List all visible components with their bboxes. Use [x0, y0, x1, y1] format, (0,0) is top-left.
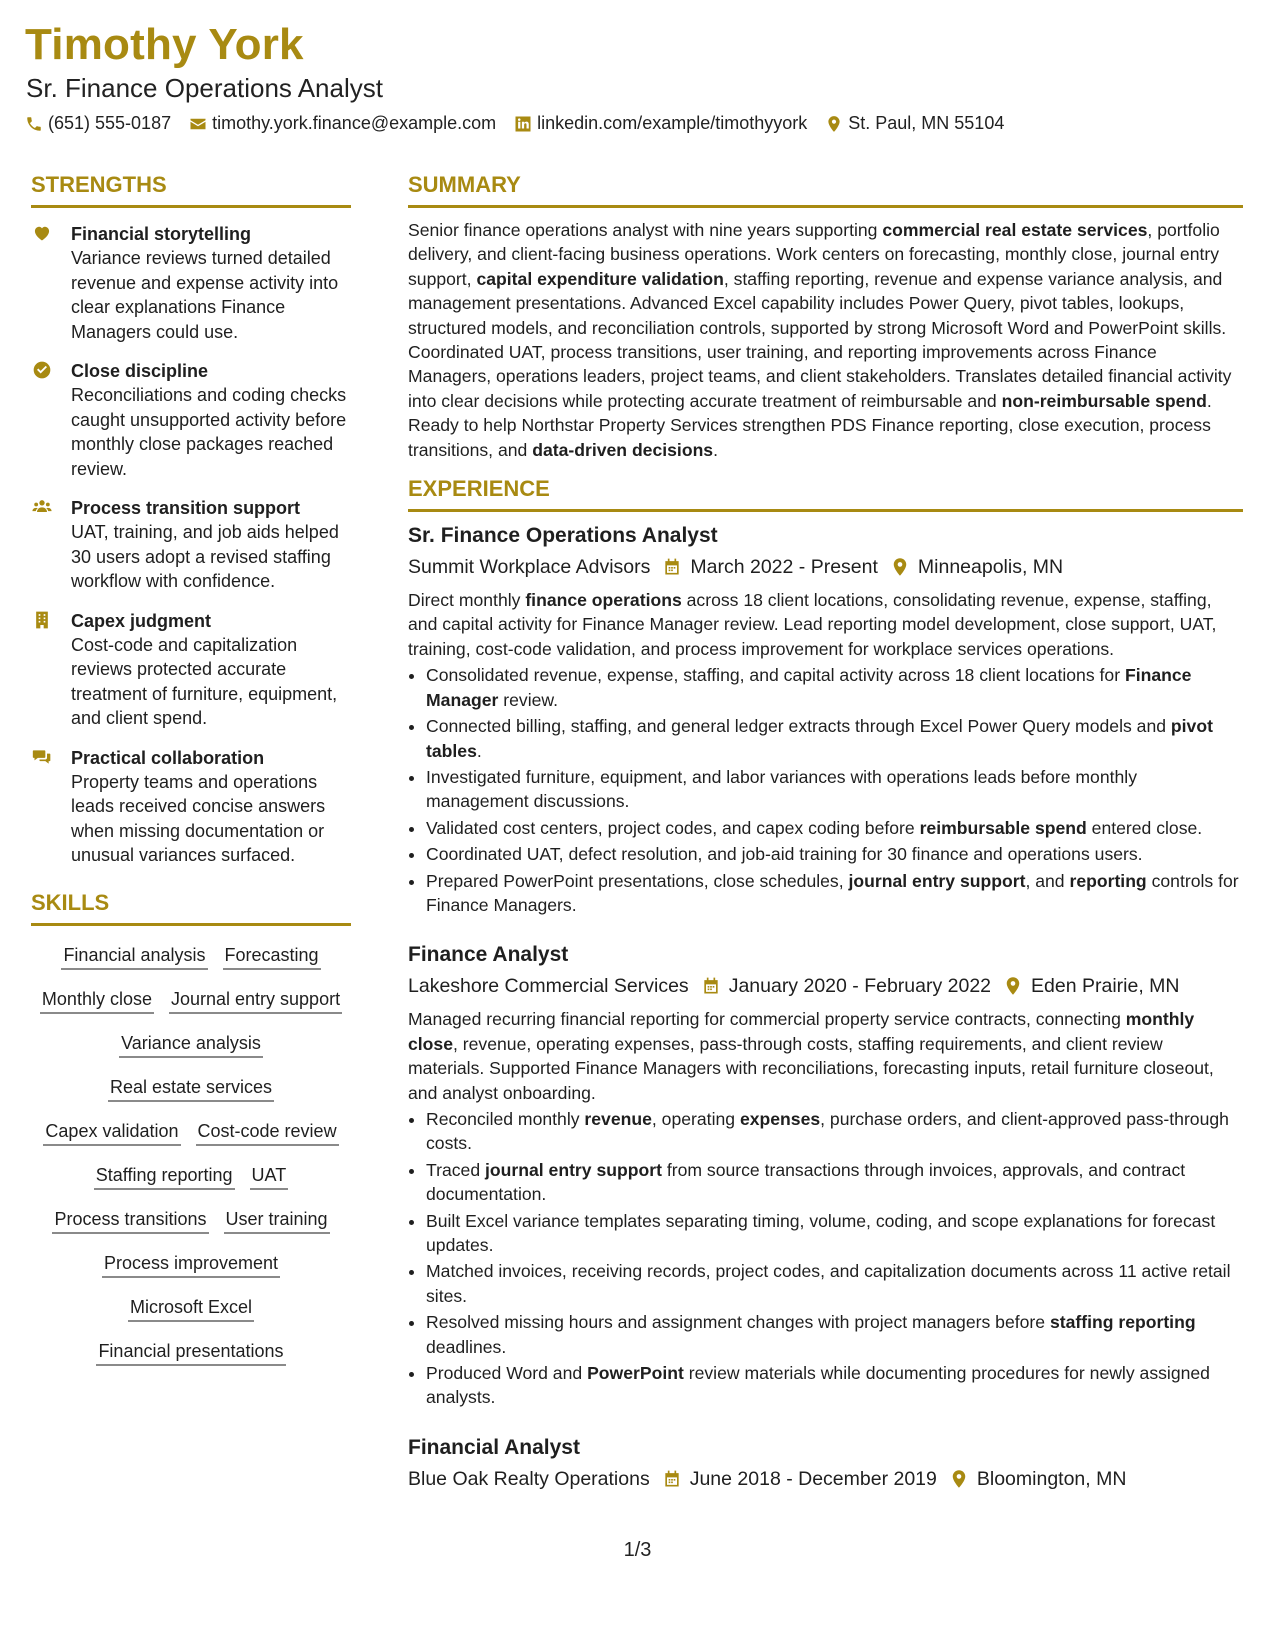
text-segment: , revenue, operating expenses, pass-through costs, staffing requirements, and client review materials. Supported Finance Managers with reconciliations, forecasting inputs, retail furniture closeout, and analyst onboarding. — [408, 1033, 1214, 1103]
map-pin-icon — [890, 557, 910, 577]
map-pin-icon — [1003, 976, 1023, 996]
job-meta — [408, 1464, 1243, 1494]
text-segment: deadlines. — [426, 1336, 507, 1357]
job-bullet — [426, 869, 1243, 918]
candidate-name: Timothy York — [25, 20, 304, 69]
job-company: Summit Workplace Advisors — [408, 556, 651, 579]
skill-tag: User training — [224, 1208, 330, 1234]
bold-text: data-driven decisions — [532, 439, 714, 460]
skill-tag: Staffing reporting — [94, 1164, 235, 1190]
bold-text: capital expenditure validation — [476, 268, 724, 289]
skills-list — [31, 944, 351, 1366]
text-segment: Direct monthly — [408, 590, 526, 611]
contact-location — [825, 113, 1004, 134]
strength-title: Process transition support — [71, 498, 301, 518]
strength-item — [31, 222, 351, 344]
heart-icon — [31, 223, 53, 243]
job-bullet — [426, 1107, 1243, 1156]
strengths-heading: STRENGTHS — [31, 172, 351, 208]
skill-tag: Microsoft Excel — [128, 1296, 254, 1322]
candidate-title: Sr. Finance Operations Analyst — [26, 73, 383, 103]
skill-tag: Real estate services — [108, 1076, 274, 1102]
right-column — [408, 172, 1243, 1500]
bold-text: finance operations — [525, 590, 682, 611]
job-entry — [408, 941, 1243, 1426]
linkedin-text: linkedin.com/example/timothyyork — [537, 113, 808, 133]
skill-tag: Forecasting — [223, 944, 321, 970]
check-circle-icon — [31, 360, 53, 380]
text-segment: Consolidated revenue, expense, staffing, and capital activity across 18 client locations for — [426, 665, 1125, 686]
strength-description: Reconciliations and coding checks caught unsupported activity before monthly close packages reached review. — [71, 385, 347, 479]
bold-text: commercial real estate services — [882, 220, 1148, 240]
job-company: Lakeshore Commercial Services — [408, 975, 689, 998]
bold-text: non-reimbursable spend — [1001, 390, 1207, 411]
email-text: timothy.york.finance@example.com — [212, 113, 497, 133]
job-bullet — [426, 663, 1243, 712]
job-bullet — [426, 816, 1243, 840]
job-location: Minneapolis, MN — [917, 556, 1064, 579]
text-segment: review. — [498, 689, 559, 710]
calendar-icon — [662, 557, 682, 577]
strength-title: Financial storytelling — [71, 224, 252, 244]
strength-item — [31, 609, 351, 731]
job-description — [408, 588, 1243, 661]
job-entry — [408, 1434, 1243, 1494]
job-dates: January 2020 - February 2022 — [728, 975, 992, 998]
strength-item — [31, 496, 351, 594]
contact-email[interactable] — [189, 113, 496, 134]
strengths-list — [31, 222, 351, 868]
text-segment: , portfolio delivery, and client-facing business operations. Work centers on forecasting, monthly close, journal entry support, — [408, 220, 1220, 289]
bold-text: PowerPoint — [587, 1363, 684, 1384]
bold-text: Finance Manager — [426, 665, 1192, 710]
skill-tag: UAT — [250, 1164, 289, 1190]
text-segment: across 18 client locations, consolidating revenue, expense, staffing, and capital activity for Finance Manager review. Lead reporting model development, close support, UAT, training, cost-code validation, and process improvement for workplace services operations. — [408, 590, 1217, 659]
job-bullet — [426, 1361, 1243, 1410]
page-number: 1/3 — [623, 1539, 652, 1561]
strength-description: UAT, training, and job aids helped 30 users adopt a revised staffing workflow with confidence. — [71, 522, 339, 591]
text-segment: Reconciled monthly — [426, 1108, 585, 1129]
job-title: Sr. Finance Operations Analyst — [408, 524, 718, 548]
skill-tag: Variance analysis — [119, 1032, 263, 1058]
bold-text: expenses — [739, 1108, 821, 1129]
bold-text: staffing reporting — [1049, 1312, 1196, 1333]
text-segment: . Ready to help Northstar Property Services strengthen PDS Finance reporting, close execution, process transitions, and — [408, 390, 1212, 460]
text-segment: Managed recurring financial reporting for commercial property service contracts, connecting — [408, 1009, 1126, 1030]
map-pin-icon — [825, 115, 843, 133]
linkedin-icon — [514, 115, 532, 133]
job-entry — [408, 522, 1243, 933]
text-segment: Validated cost centers, project codes, and capex coding before — [426, 817, 920, 838]
contact-bar — [25, 113, 1022, 134]
summary-heading: SUMMARY — [408, 172, 1243, 208]
job-spacer — [408, 1412, 1243, 1426]
skill-tag: Cost-code review — [196, 1120, 339, 1146]
job-dates: March 2022 - Present — [690, 556, 878, 579]
strength-item — [31, 746, 351, 868]
text-segment: Coordinated UAT, defect resolution, and job-aid training for 30 finance and operations users. — [426, 844, 1143, 865]
job-location: Eden Prairie, MN — [1031, 975, 1180, 998]
job-bullet — [426, 714, 1243, 763]
text-segment: , staffing reporting, revenue and expense variance analysis, and management presentations. Advanced Excel capability includes Power Query, pivot tables, lookups, structured models, and reconciliation controls, supported by strong Microsoft Word and PowerPoint skills. Coordinated UAT, process transitions, user training, and reporting improvements across Finance Managers, operations leaders, project teams, and client stakeholders. Translates detailed financial activity into clear decisions while protecting accurate treatment of reimbursable and — [408, 268, 1232, 411]
text-segment: review materials while documenting procedures for newly assigned analysts. — [426, 1363, 1210, 1408]
text-segment: Connected billing, staffing, and general ledger extracts through Excel Power Query models and — [426, 716, 1171, 737]
job-dates: June 2018 - December 2019 — [689, 1467, 937, 1490]
job-bullet — [426, 1310, 1243, 1359]
job-meta — [408, 552, 1243, 582]
bold-text: pivot tables — [426, 716, 1213, 761]
comments-icon — [31, 747, 53, 767]
bold-text: journal entry support — [485, 1159, 662, 1180]
text-segment: Matched invoices, receiving records, project codes, and capitalization documents across 11 active retail sites. — [426, 1261, 1231, 1306]
skill-tag: Process improvement — [102, 1252, 280, 1278]
text-segment: Resolved missing hours and assignment changes with project managers before — [426, 1312, 1050, 1333]
contact-linkedin[interactable] — [514, 113, 807, 134]
skill-tag: Process transitions — [52, 1208, 208, 1234]
strength-description: Variance reviews turned detailed revenue and expense activity into clear explanations Finance Managers could use. — [71, 248, 339, 342]
job-bullet — [426, 1209, 1243, 1258]
calendar-icon — [662, 1469, 682, 1489]
bold-text: journal entry support — [848, 870, 1026, 891]
skill-tag: Monthly close — [40, 988, 154, 1014]
skill-tag: Capex validation — [43, 1120, 180, 1146]
job-spacer — [408, 919, 1243, 933]
job-title: Financial Analyst — [408, 1435, 580, 1459]
job-title: Finance Analyst — [408, 943, 569, 967]
strength-title: Close discipline — [71, 361, 209, 381]
envelope-icon — [189, 115, 207, 133]
calendar-icon — [701, 976, 721, 996]
strength-title: Capex judgment — [71, 610, 212, 631]
text-segment: Traced — [426, 1159, 485, 1180]
job-description — [408, 1007, 1243, 1105]
strength-title: Practical collaboration — [71, 747, 265, 768]
text-segment: controls for Finance Managers. — [426, 870, 1239, 915]
phone-icon — [25, 115, 43, 133]
contact-phone[interactable] — [25, 113, 171, 134]
location-text: St. Paul, MN 55104 — [848, 113, 1005, 133]
bold-text: revenue — [584, 1108, 652, 1129]
job-bullets — [408, 663, 1243, 917]
text-segment: Produced Word and — [426, 1363, 588, 1384]
job-bullet — [426, 1259, 1243, 1308]
phone-text: (651) 555-0187 — [48, 113, 172, 133]
text-segment: Built Excel variance templates separating timing, volume, coding, and scope explanations for forecast updates. — [426, 1210, 1216, 1255]
skill-tag: Journal entry support — [169, 988, 342, 1014]
text-segment: entered close. — [1086, 817, 1203, 838]
skill-tag: Financial analysis — [61, 944, 207, 970]
left-column — [31, 172, 351, 1366]
bold-text: reimbursable spend — [919, 817, 1087, 838]
text-segment: , purchase orders, and client-approved pass-through costs. — [426, 1108, 1229, 1154]
map-pin-icon — [949, 1469, 969, 1489]
text-segment: from source transactions through invoices, approvals, and contract documentation. — [426, 1159, 1186, 1205]
strength-description: Property teams and operations leads received concise answers when missing documentation or unusual variances surfaced. — [71, 771, 326, 865]
text-segment: , and — [1025, 870, 1070, 891]
users-icon — [31, 497, 53, 517]
building-icon — [31, 610, 53, 630]
job-company: Blue Oak Realty Operations — [408, 1467, 650, 1490]
job-meta — [408, 971, 1243, 1001]
text-segment: Senior finance operations analyst with nine years supporting — [408, 220, 883, 240]
bold-text: reporting — [1069, 870, 1147, 891]
text-segment: , operating — [651, 1108, 740, 1129]
strength-description: Cost-code and capitalization reviews protected accurate treatment of furniture, equipment, and client spend. — [71, 634, 338, 728]
experience-heading: EXPERIENCE — [408, 476, 1243, 512]
job-location: Bloomington, MN — [976, 1467, 1127, 1490]
summary-text — [408, 218, 1243, 462]
skill-tag: Financial presentations — [96, 1340, 285, 1366]
job-bullet — [426, 765, 1243, 814]
job-bullet — [426, 842, 1243, 866]
skills-heading: SKILLS — [31, 890, 351, 926]
text-segment: Prepared PowerPoint presentations, close schedules, — [426, 870, 849, 891]
experience-list — [408, 522, 1243, 1494]
strength-item — [31, 359, 351, 481]
text-segment: Investigated furniture, equipment, and labor variances with operations leads before monthly management discussions. — [426, 766, 1138, 812]
text-segment: . — [476, 740, 482, 761]
job-bullet — [426, 1158, 1243, 1207]
bold-text: monthly close — [408, 1009, 1195, 1054]
job-bullets — [408, 1107, 1243, 1410]
text-segment: . — [713, 439, 718, 460]
